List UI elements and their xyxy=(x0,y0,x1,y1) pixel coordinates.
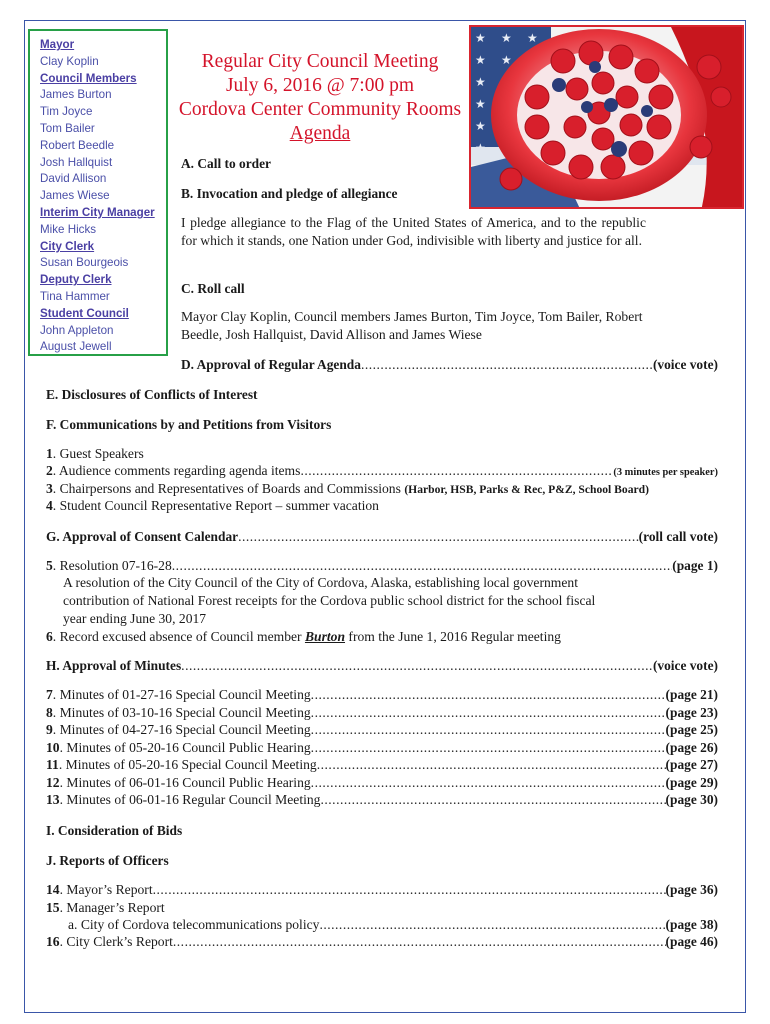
minutes-item: 13. Minutes of 06-01-16 Regular Council Meeting ..... (page 30) xyxy=(46,791,718,809)
item-c-roll-call: C. Roll call xyxy=(181,281,245,296)
item-2-audience-comments: 2. Audience comments regarding agenda items ..... (3 minutes per speaker) xyxy=(46,462,718,481)
mayor-label: Mayor xyxy=(40,38,75,51)
item-15-manager-report: 15. Manager’s Report xyxy=(46,900,165,915)
item-i-bids: I. Consideration of Bids xyxy=(46,823,183,838)
pledge-text: I pledge allegiance to the Flag of the United States of America, and to the republic for which it stands, one Nation under God, indivisible with liberty and justice for all. xyxy=(181,215,646,248)
dot-leader xyxy=(300,462,613,479)
item-h-approval-minutes: H. Approval of Minutes ..... (voice vote) xyxy=(46,657,718,674)
item-b-invocation: B. Invocation and pledge of allegiance xyxy=(181,186,398,201)
council-member: Tom Bailer xyxy=(40,121,95,135)
item-2-time-limit: (3 minutes per speaker) xyxy=(613,467,718,478)
mayor-name: Clay Koplin xyxy=(40,54,99,68)
city-clerk-label: City Clerk xyxy=(40,239,95,253)
minutes-item: 7. Minutes of 01-27-16 Special Council Meeting ..... (page 21) xyxy=(46,686,718,704)
item-g-consent-calendar: G. Approval of Consent Calendar ..... (roll call vote) xyxy=(46,528,718,545)
deputy-clerk-name: Tina Hammer xyxy=(40,289,110,303)
meeting-location: Cordova Center Community Rooms xyxy=(178,99,462,120)
item-d-label: D. Approval of Regular Agenda xyxy=(181,357,361,372)
berry-dessert-photo xyxy=(469,25,744,209)
meeting-header xyxy=(172,50,468,146)
item-e-disclosures: E. Disclosures of Conflicts of Interest xyxy=(46,387,258,402)
dot-leader xyxy=(361,356,653,373)
council-member: Josh Hallquist xyxy=(40,155,113,169)
item-d-vote: (voice vote) xyxy=(652,357,718,372)
minutes-item: 12. Minutes of 06-01-16 Council Public Hearing ..... (page 29) xyxy=(46,774,718,792)
dot-leader xyxy=(172,557,673,574)
item-a-call-to-order: A. Call to order xyxy=(181,156,271,171)
minutes-item: 8. Minutes of 03-10-16 Special Council Meeting ..... (page 23) xyxy=(46,704,718,722)
minutes-list xyxy=(46,686,718,809)
item-16-clerk-report: 16. City Clerk’s Report ..... (page 46) xyxy=(46,933,718,950)
council-member: David Allison xyxy=(40,172,107,186)
roll-call-text: Mayor Clay Koplin, Council members James Burton, Tim Joyce, Tom Bailer, Robert Beedle, Josh Hallquist, David Allison and James Wiese xyxy=(181,309,643,342)
student-council-member: John Appleton xyxy=(40,323,114,337)
deputy-clerk-label: Deputy Clerk xyxy=(40,273,112,287)
resolution-description: contribution of National Forest receipts for the Cordova public school district for the school fiscal xyxy=(63,593,596,608)
council-member: James Burton xyxy=(40,88,112,102)
agenda-heading: Agenda xyxy=(289,123,351,144)
student-council-label: Student Council xyxy=(40,306,129,320)
council-member: Robert Beedle xyxy=(40,138,115,152)
dot-leader xyxy=(153,881,666,898)
council-member: James Wiese xyxy=(40,189,110,203)
photo-illustration xyxy=(471,27,744,209)
dot-leader xyxy=(319,916,665,933)
meeting-date: July 6, 2016 @ 7:00 pm xyxy=(225,75,415,96)
item-4-student-council: 4. Student Council Representative Report – summer vacation xyxy=(46,498,379,513)
item-j-reports: J. Reports of Officers xyxy=(46,853,169,868)
interim-manager-name: Mike Hicks xyxy=(40,222,97,236)
minutes-item: 9. Minutes of 04-27-16 Special Council Meeting ..... (page 25) xyxy=(46,721,718,739)
meeting-title: Regular City Council Meeting xyxy=(201,51,439,72)
item-5-resolution: 5. Resolution 07-16-28 ..... (page 1) xyxy=(46,557,718,574)
dot-leader xyxy=(173,933,666,950)
item-d-approval-agenda xyxy=(181,356,718,373)
item-6-excused-absence: 6. Record excused absence of Council member Burton from the June 1, 2016 Regular meeting xyxy=(46,629,561,644)
minutes-item: 11. Minutes of 05-20-16 Special Council Meeting ..... (page 27) xyxy=(46,756,718,774)
council-member: Tim Joyce xyxy=(40,105,93,119)
item-f-communications: F. Communications by and Petitions from Visitors xyxy=(46,417,332,432)
interim-manager-label: Interim City Manager xyxy=(40,205,155,219)
student-council-member: August Jewell xyxy=(40,340,112,354)
dot-leader xyxy=(181,657,653,674)
resolution-description: A resolution of the City Council of the City of Cordova, Alaska, establishing local government xyxy=(63,575,578,590)
city-clerk-name: Susan Bourgeois xyxy=(40,256,129,270)
council-label: Council Members xyxy=(40,71,137,85)
officials-sidebar xyxy=(28,29,168,356)
item-14-mayor-report: 14. Mayor’s Report ..... (page 36) xyxy=(46,881,718,898)
item-15a-telecom-policy: a. City of Cordova telecommunications policy ..... (page 38) xyxy=(68,916,718,933)
resolution-description: year ending June 30, 2017 xyxy=(63,611,207,626)
item-3-chairpersons: 3. Chairpersons and Representatives of Boards and Commissions (Harbor, HSB, Parks & Rec, P&Z, School Board) xyxy=(46,481,649,496)
item-1-guest-speakers: 1. Guest Speakers xyxy=(46,446,144,461)
dot-leader xyxy=(238,528,639,545)
minutes-item: 10. Minutes of 05-20-16 Council Public Hearing ..... (page 26) xyxy=(46,739,718,757)
